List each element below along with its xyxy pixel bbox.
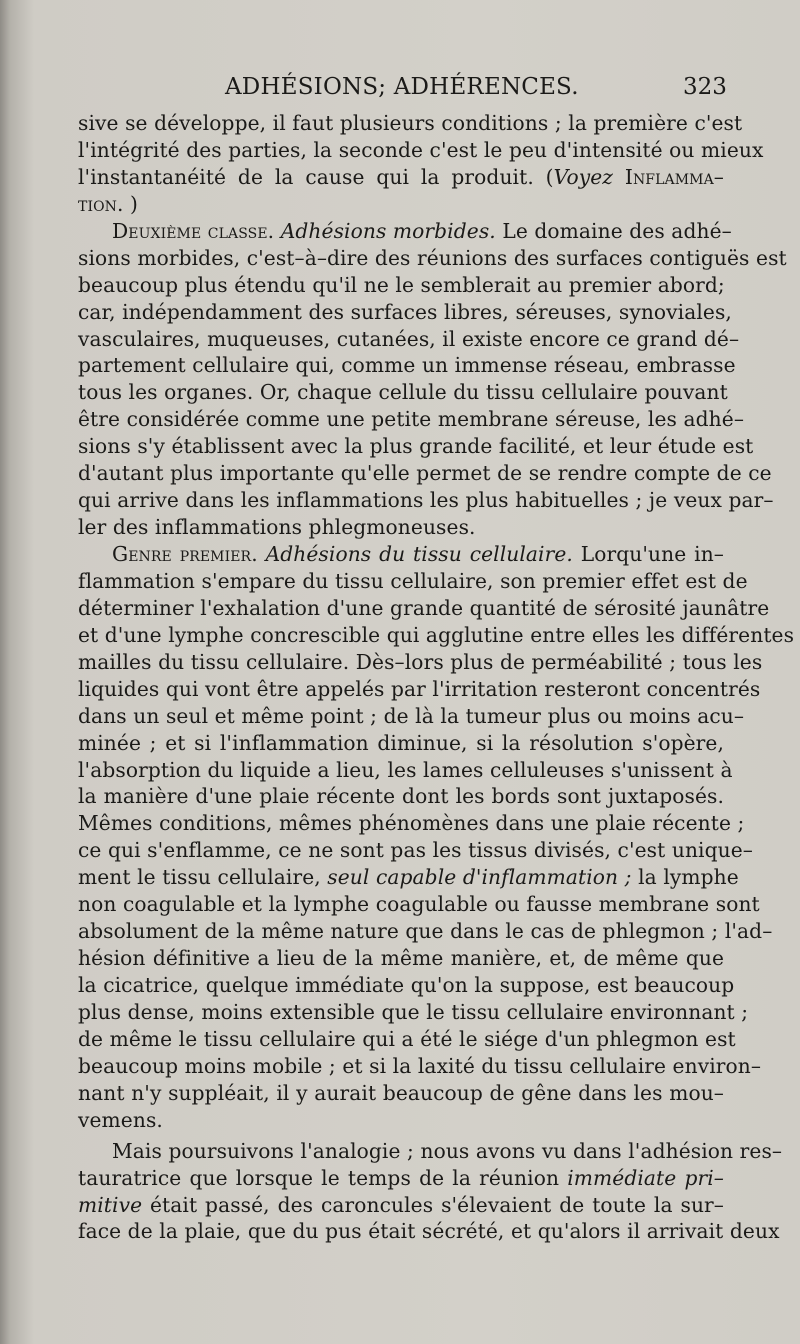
text-segment: tauratrice que lorsque le temps de la réunion xyxy=(78,1165,568,1190)
text-segment: non coagulable et la lymphe coagulable ou fausse membrane sont xyxy=(78,892,760,917)
text-line xyxy=(78,1192,724,1219)
text-segment: ment le tissu cellulaire, xyxy=(78,865,328,890)
text-segment: beaucoup moins mobile ; et si la laxité du tissu cellulaire environ– xyxy=(78,1053,762,1078)
text-line xyxy=(78,783,724,810)
text-line xyxy=(78,541,724,568)
page-number: 323 xyxy=(683,74,727,100)
text-segment: face de la plaie, que du pus était sécrété, et qu'alors il arrivait deux xyxy=(78,1219,780,1244)
text-segment: vasculaires, muqueuses, cutanées, il existe encore ce grand dé– xyxy=(78,326,740,351)
text-line xyxy=(78,299,732,326)
text-line xyxy=(78,972,735,999)
text-line xyxy=(78,272,724,299)
text-line xyxy=(78,1165,724,1192)
text-segment: Mêmes conditions, mêmes phénomènes dans une plaie récente ; xyxy=(78,811,745,836)
text-line xyxy=(78,1053,762,1080)
italic-text: Adhésions morbides. xyxy=(280,218,496,243)
text-line xyxy=(78,164,724,191)
body-text xyxy=(78,110,795,1245)
text-segment: d'autant plus importante qu'elle permet de se rendre compte de ce xyxy=(78,461,772,486)
text-segment: ler des inflammations phlegmoneuses. xyxy=(78,515,476,540)
text-segment: tous les organes. Or, chaque cellule du tissu cellulaire pouvant xyxy=(78,380,728,405)
text-line xyxy=(78,703,745,730)
text-segment: sions morbides, c'est–à–dire des réunions des surfaces contiguës est xyxy=(78,245,787,270)
text-segment: la lymphe xyxy=(631,865,739,890)
text-segment: hésion définitive a lieu de la même manière, et, de même que xyxy=(78,946,724,971)
text-segment: sive se développe, il faut plusieurs conditions ; la première c'est xyxy=(78,111,743,135)
small-caps-text: tion. xyxy=(78,191,124,216)
text-line xyxy=(78,757,733,784)
text-line xyxy=(78,1080,724,1107)
text-segment: était passé, des caroncules s'élevaient de toute la sur– xyxy=(142,1192,724,1217)
text-line xyxy=(78,676,761,703)
text-line xyxy=(78,568,748,595)
text-line xyxy=(78,110,743,137)
text-line xyxy=(78,945,724,972)
text-segment: l'instantanéité de la cause qui la produit. ( xyxy=(78,164,554,189)
text-segment: minée ; et si l'inflammation diminue, si la résolution s'opère, xyxy=(78,730,724,755)
text-line xyxy=(78,137,764,164)
italic-text: seul capable d'inflammation ; xyxy=(327,865,632,890)
text-segment: Le domaine des adhé– xyxy=(495,218,732,243)
text-segment: plus dense, moins extensible que le tissu cellulaire environnant ; xyxy=(78,999,749,1024)
text-segment: déterminer l'exhalation d'une grande quantité de sérosité jaunâtre xyxy=(78,595,770,620)
text-segment: partement cellulaire qui, comme un immense réseau, embrasse xyxy=(78,353,736,378)
text-segment: l'intégrité des parties, la seconde c'est le peu d'intensité ou mieux xyxy=(78,137,764,162)
text-segment: liquides qui vont être appelés par l'irritation resteront concentrés xyxy=(78,676,761,701)
text-segment: absolument de la même nature que dans le cas de phlegmon ; l'ad– xyxy=(78,919,773,944)
page-header xyxy=(0,74,800,108)
small-caps-text: Inflamma– xyxy=(613,164,725,189)
text-segment: Lorqu'une in– xyxy=(572,542,724,566)
text-segment: la cicatrice, quelque immédiate qu'on la suppose, est beaucoup xyxy=(78,973,735,997)
small-caps-text: Deuxième classe. xyxy=(112,218,275,243)
text-line xyxy=(78,218,732,245)
text-segment: nant n'y suppléait, il y aurait beaucoup de gêne dans les mou– xyxy=(78,1080,724,1105)
text-segment: ) xyxy=(123,191,139,216)
text-line xyxy=(78,649,763,676)
text-segment: la manière d'une plaie récente dont les bords sont juxtaposés. xyxy=(78,784,724,809)
text-line xyxy=(78,379,728,406)
text-line xyxy=(78,730,724,757)
text-segment: de même le tissu cellulaire qui a été le siége d'un phlegmon est xyxy=(78,1026,736,1051)
text-line xyxy=(78,352,736,379)
text-segment: sions s'y établissent avec la plus grande facilité, et leur étude est xyxy=(78,434,754,459)
text-segment: dans un seul et même point ; de là la tumeur plus ou moins acu– xyxy=(78,703,745,728)
text-segment: car, indépendamment des surfaces libres, séreuses, synoviales, xyxy=(78,299,732,324)
text-segment: être considérée comme une petite membrane séreuse, les adhé– xyxy=(78,407,745,432)
text-line xyxy=(78,1218,780,1245)
text-line xyxy=(78,460,772,487)
text-segment: flammation s'empare du tissu cellulaire, son premier effet est de xyxy=(78,568,748,593)
text-line xyxy=(78,1107,724,1134)
text-line xyxy=(78,810,745,837)
text-line xyxy=(78,864,739,891)
text-segment: ce qui s'enflamme, ce ne sont pas les tissus divisés, c'est unique– xyxy=(78,838,753,863)
text-line xyxy=(78,514,724,541)
text-line xyxy=(78,891,760,918)
text-line xyxy=(78,245,787,272)
small-caps-text: Genre premier. xyxy=(112,542,258,566)
text-line xyxy=(78,191,724,218)
text-line xyxy=(78,837,753,864)
text-segment: vemens. xyxy=(78,1107,163,1132)
italic-text: mitive xyxy=(78,1192,143,1217)
text-line xyxy=(78,918,773,945)
text-line xyxy=(78,433,754,460)
text-segment: qui arrive dans les inflammations les plus habituelles ; je veux par– xyxy=(78,488,774,513)
text-segment: beaucoup plus étendu qu'il ne le semblerait au premier abord; xyxy=(78,272,725,297)
text-line xyxy=(78,595,770,622)
text-segment: l'absorption du liquide a lieu, les lames celluleuses s'unissent à xyxy=(78,757,733,782)
italic-text: immédiate pri– xyxy=(567,1165,724,1190)
text-line xyxy=(78,1138,783,1165)
text-segment: et d'une lymphe concrescible qui agglutine entre elles les différentes xyxy=(78,622,795,647)
text-line xyxy=(78,1026,736,1053)
text-line xyxy=(78,326,740,353)
text-segment: mailles du tissu cellulaire. Dès–lors plus de perméabilité ; tous les xyxy=(78,649,763,674)
text-line xyxy=(78,487,774,514)
text-line xyxy=(78,622,795,649)
text-line xyxy=(78,406,745,433)
text-segment: Mais poursuivons l'analogie ; nous avons vu dans l'adhésion res– xyxy=(112,1138,783,1163)
italic-text: Voyez xyxy=(553,164,614,189)
italic-text: Adhésions du tissu cellulaire. xyxy=(265,542,573,566)
text-segment xyxy=(258,542,266,566)
text-line xyxy=(78,999,749,1026)
running-title: ADHÉSIONS; ADHÉRENCES. xyxy=(225,74,579,100)
